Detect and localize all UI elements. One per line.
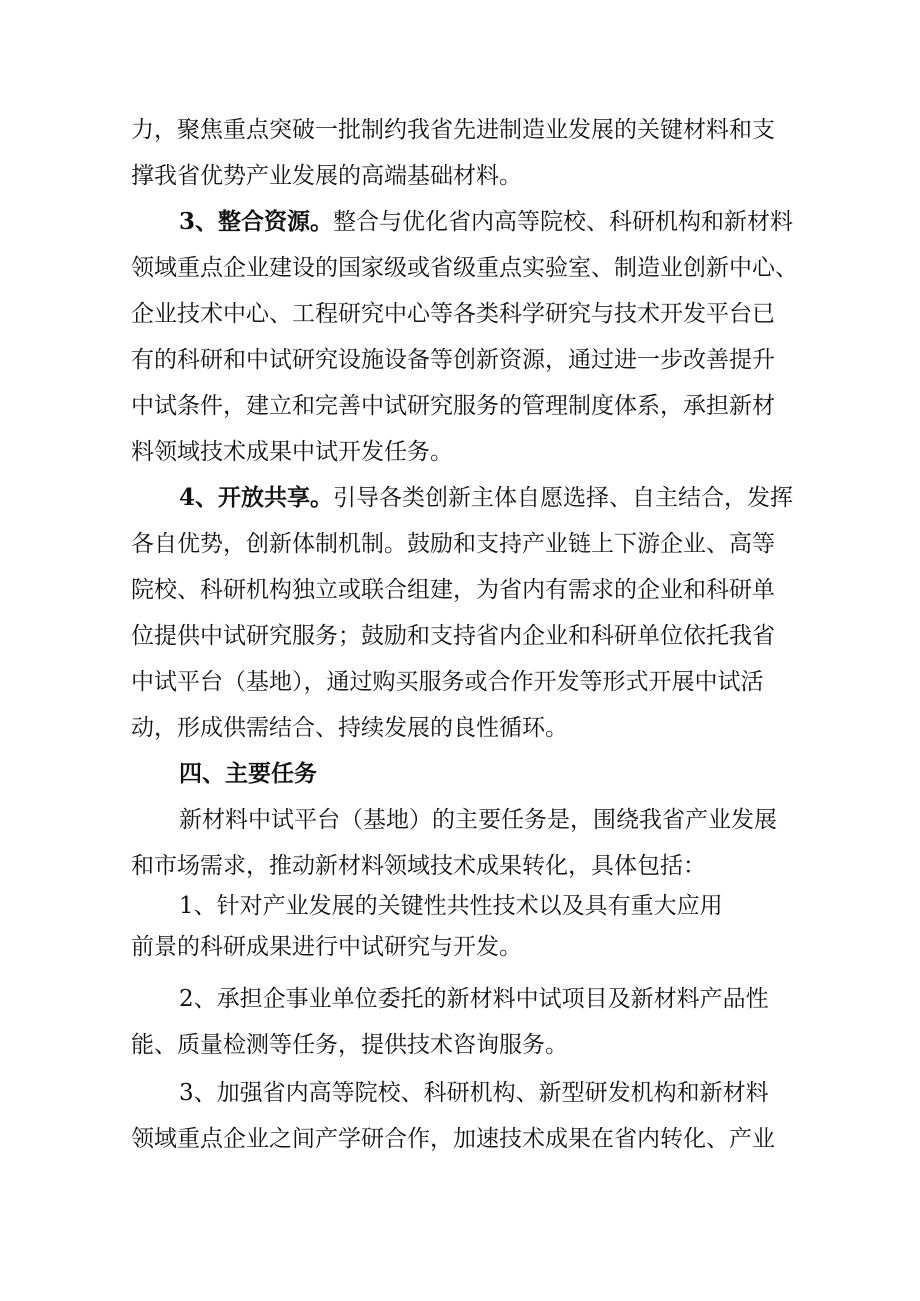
paragraph-line: 和市场需求，推动新材料领域技术成果转化，具体包括： xyxy=(131,853,706,879)
list-item-line: 3、加强省内高等院校、科研机构、新型研发机构和新材料 xyxy=(179,1080,769,1106)
paragraph-line xyxy=(179,207,793,237)
list-item-line: 1、针对产业发展的关键性共性技术以及具有重大应用 xyxy=(179,893,723,919)
paragraph-line: 撑我省优势产业发展的高端基础材料。 xyxy=(131,163,522,189)
paragraph-line: 中试平台（基地），通过购买服务或合作开发等形式开展中试活 xyxy=(131,669,764,695)
paragraph-line: 院校、科研机构独立或联合组建，为省内有需求的企业和科研单 xyxy=(131,577,775,603)
paragraph-line: 有的科研和中试研究设施设备等创新资源，通过进一步改善提升 xyxy=(131,347,775,373)
list-item-line: 领域重点企业之间产学研合作，加速技术成果在省内转化、产业 xyxy=(131,1126,775,1152)
paragraph-line: 领域重点企业建设的国家级或省级重点实验室、制造业创新中心、 xyxy=(131,255,798,281)
paragraph-lead: 3、整合资源。 xyxy=(179,208,334,235)
paragraph-lead: 4、开放共享。 xyxy=(179,484,334,511)
paragraph-text: 整合与优化省内高等院校、科研机构和新材料 xyxy=(333,209,794,235)
list-item-line: 能、质量检测等任务，提供技术咨询服务。 xyxy=(131,1032,568,1058)
paragraph-line: 企业技术中心、工程研究中心等各类科学研究与技术开发平台已 xyxy=(131,301,775,327)
section-heading: 四、主要任务 xyxy=(179,760,317,787)
paragraph-line: 中试条件，建立和完善中试研究服务的管理制度体系，承担新材 xyxy=(131,393,775,419)
paragraph-line: 动，形成供需结合、持续发展的良性循环。 xyxy=(131,715,568,741)
paragraph-line: 各自优势，创新体制机制。鼓励和支持产业链上下游企业、高等 xyxy=(131,531,775,557)
paragraph-line: 力，聚焦重点突破一批制约我省先进制造业发展的关键材料和支 xyxy=(131,117,775,143)
paragraph-text: 引导各类创新主体自愿选择、自主结合，发挥 xyxy=(333,485,794,511)
paragraph-line: 新材料中试平台（基地）的主要任务是，围绕我省产业发展 xyxy=(179,807,777,833)
paragraph-line: 位提供中试研究服务；鼓励和支持省内企业和科研单位依托我省 xyxy=(131,623,775,649)
paragraph-line xyxy=(179,483,793,513)
list-item-line: 前景的科研成果进行中试研究与开发。 xyxy=(131,934,522,960)
paragraph-line: 料领域技术成果中试开发任务。 xyxy=(131,439,453,465)
list-item-line: 2、承担企事业单位委托的新材料中试项目及新材料产品性 xyxy=(179,986,769,1012)
